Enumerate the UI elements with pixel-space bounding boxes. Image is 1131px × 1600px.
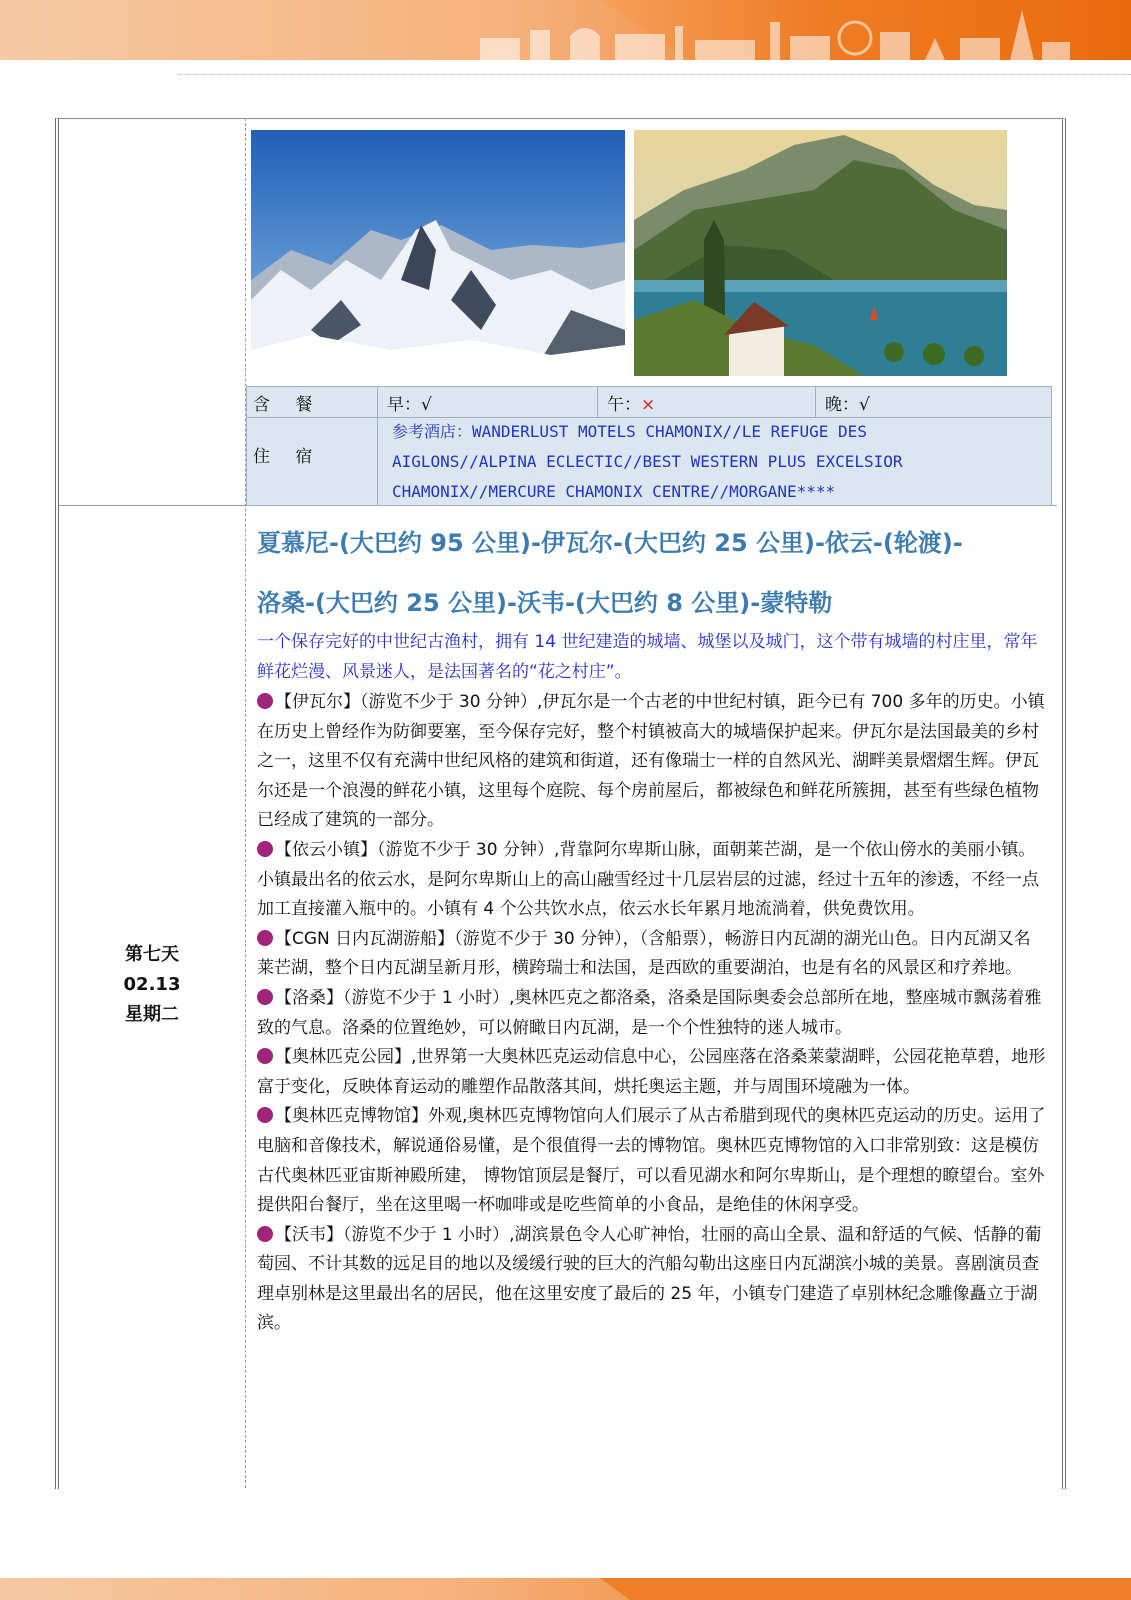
meals-lodging-grid (246, 386, 1052, 506)
day-title: 第七天 (125, 944, 179, 965)
footer-accent (600, 1578, 1131, 1600)
bullet-icon (257, 989, 273, 1005)
attraction-name: 【奥林匹克博物馆】 (275, 1106, 428, 1127)
attraction-text: （游览不少于 1 小时）,奥林匹克之都洛桑，洛桑是国际奥委会总部所在地，整座城市飘荡着雅致的气息。洛桑的位置绝妙，可以俯瞰日内瓦湖，是一个个性独特的迷人城市。 (257, 987, 1042, 1038)
route-line: 夏慕尼-(大巴约 95 公里)-伊瓦尔-(大巴约 25 公里)-依云-(轮渡)- (257, 529, 963, 557)
dinner-label: 晚： (825, 395, 859, 415)
bullet-icon (257, 841, 273, 857)
attraction-list (257, 688, 1047, 1339)
lodging-label: 住 宿 (253, 447, 323, 467)
route-line: 洛桑-(大巴约 25 公里)-沃韦-(大巴约 8 公里)-蒙特勒 (257, 589, 833, 617)
breakfast-label: 早： (387, 395, 421, 415)
header-dotted-rule (178, 74, 1131, 75)
hotel-line: CHAMONIX//MERCURE CHAMONIX CENTRE//MORGANE**** (392, 482, 836, 501)
lunch-label: 午： (607, 395, 641, 415)
city-skyline-icon (470, 8, 1070, 60)
mountain-photo (251, 130, 625, 376)
attraction-text: （游览不少于 30 分钟）,背靠阿尔卑斯山脉，面朝莱芒湖，是一个依山傍水的美丽小镇。小镇最出名的依云水，是阿尔卑斯山上的高山融雪经过十几层岩层的过滤，经过十五年的渗透，不经一点加工直接灌入瓶中的。小镇有 4 个公共饮水点，依云水长年累月地流淌着，供免费饮用。 (257, 839, 1039, 920)
lunch-cell (607, 390, 655, 415)
attraction-text: （游览不少于 1 小时）,湖滨景色令人心旷神怡，壮丽的高山全景、温和舒适的气候、恬静的葡萄园、不计其数的远足目的地以及缓缓行驶的巨大的汽船勾勒出这座日内瓦湖滨小城的美景。喜剧演员查理卓别林是这里最出名的居民，他在这里安度了最后的 25 年，小镇专门建造了卓别林纪念雕像矗立于湖滨。 (257, 1224, 1042, 1334)
column-divider (245, 118, 246, 1488)
attraction-item (257, 1221, 1047, 1339)
bullet-icon (257, 1048, 273, 1064)
bullet-icon (257, 693, 273, 709)
attraction-name: 【奥林匹克公园】 (275, 1047, 411, 1068)
intro-paragraph: 一个保存完好的中世纪古渔村，拥有 14 世纪建造的城墙、城堡以及城门，这个带有城墙的村庄里，常年鲜花烂漫、风景迷人，是法国著名的“花之村庄”。 (257, 632, 1038, 682)
breakfast-cell (387, 390, 432, 415)
day-date: 02.13 (123, 974, 181, 995)
hotel-line: AIGLONS//ALPINA ECLECTIC//BEST WESTERN PLUS EXCELSIOR (392, 452, 903, 471)
attraction-name: 【伊瓦尔】 (275, 692, 360, 712)
meals-label: 含 餐 (253, 395, 323, 415)
attraction-item (257, 925, 1047, 984)
dinner-value: √ (859, 395, 870, 415)
attraction-item (257, 688, 1047, 836)
hotel-list (392, 417, 1042, 507)
attraction-text: （游览不少于 30 分钟）,伊瓦尔是一个古老的中世纪村镇，距今已有 700 多年的历史。小镇在历史上曾经作为防御要塞，至今保存完好，整个村镇被高大的城墙保护起来。伊瓦尔是法国最美的乡村之一，这里不仅有充满中世纪风格的建筑和街道，还有像瑞士一样的自然风光、湖畔美景熠熠生辉。伊瓦尔还是一个浪漫的鲜花小镇，这里每个庭院、每个房前屋后，都被绿色和鲜花所簇拥，甚至有些绿色植物已经成了建筑的一部分。 (257, 692, 1045, 831)
attraction-name: 【沃韦】 (275, 1224, 343, 1245)
attraction-name: 【依云小镇】 (275, 839, 377, 860)
attraction-name: 【洛桑】 (275, 987, 343, 1008)
attraction-item (257, 836, 1047, 925)
route-heading (257, 513, 1047, 633)
hotel-line: 参考酒店：WANDERLUST MOTELS CHAMONIX//LE REFUGE DES (392, 422, 867, 441)
attraction-item (257, 1043, 1047, 1102)
attraction-item (257, 1102, 1047, 1220)
bullet-icon (257, 930, 273, 946)
day-label (62, 940, 242, 1030)
dinner-cell (825, 390, 870, 415)
attraction-text: ,世界第一大奥林匹克运动信息中心，公园座落在洛桑莱蒙湖畔，公园花艳草碧，地形富于变化，反映体育运动的雕塑作品散落其间，烘托奥运主题，并与周围环境融为一体。 (257, 1047, 1046, 1097)
breakfast-value: √ (421, 395, 432, 415)
day-weekday: 星期二 (125, 1004, 179, 1025)
bullet-icon (257, 1226, 273, 1242)
bullet-icon (257, 1107, 273, 1123)
attraction-text: （游览不少于 30 分钟），（含船票），畅游日内瓦湖的湖光山色。日内瓦湖又名莱芒湖，整个日内瓦湖呈新月形，横跨瑞士和法国，是西欧的重要湖泊，也是有名的风景区和疗养地。 (257, 928, 1031, 979)
attraction-text: 外观,奥林匹克博物馆向人们展示了从古希腊到现代的奥林匹克运动的历史。运用了电脑和音像技术，解说通俗易懂，是个很值得一去的博物馆。奥林匹克博物馆的入口非常别致：这是模仿古代奥林匹亚宙斯神殿所建， 博物馆顶层是餐厅，可以看见湖水和阿尔卑斯山，是个理想的瞭望台。室外提供阳台餐厅，坐在这里喝一杯咖啡或是吃些简单的小食品，是绝佳的休闲享受。 (257, 1106, 1046, 1216)
lake-town-photo (634, 130, 1007, 376)
lunch-value: × (641, 395, 656, 415)
attraction-item (257, 984, 1047, 1043)
attraction-name: 【CGN 日内瓦湖游船】 (275, 928, 455, 949)
